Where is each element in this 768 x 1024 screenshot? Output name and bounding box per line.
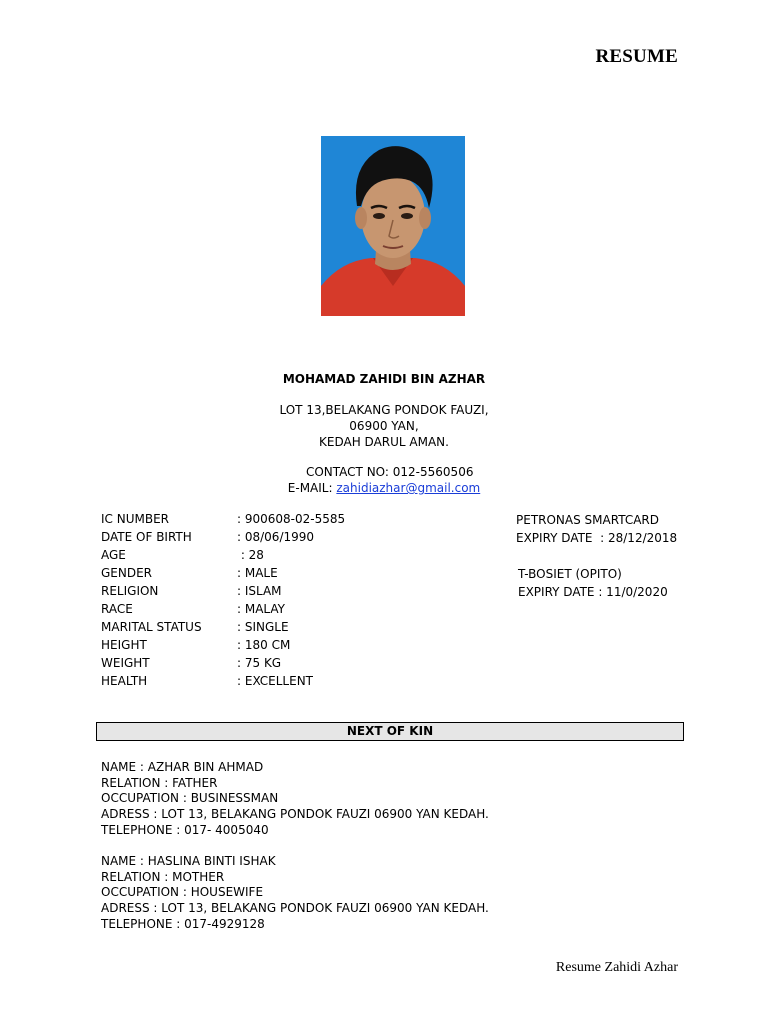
personal-details [101, 511, 421, 691]
kin-name: NAME : HASLINA BINTI ISHAK [101, 854, 276, 868]
certification-expiry: EXPIRY DATE : 28/12/2018 [516, 531, 678, 545]
kin-address: ADRESS : LOT 13, BELAKANG PONDOK FAUZI 06900 YAN KEDAH. [101, 807, 489, 822]
detail-label: HEIGHT [101, 638, 147, 652]
detail-value: : 180 CM [237, 638, 291, 652]
detail-value: : 28 [237, 548, 264, 562]
detail-row-date-of-birth [101, 529, 421, 547]
detail-row-ic-number [101, 511, 421, 529]
detail-value: : 08/06/1990 [237, 530, 315, 544]
candidate-address [0, 402, 768, 450]
detail-label: MARITAL STATUS [101, 620, 202, 634]
kin-telephone: TELEPHONE : 017- 4005040 [101, 822, 269, 837]
next-of-kin-person-2 [101, 854, 489, 933]
address-line-3: KEDAH DARUL AMAN. [319, 435, 449, 449]
contact-number-row [0, 464, 768, 480]
candidate-name: MOHAMAD ZAHIDI BIN AZHAR [282, 372, 486, 386]
detail-row-marital-status [101, 619, 421, 637]
contact-label: CONTACT NO: [305, 465, 389, 479]
detail-label: HEALTH [101, 674, 148, 688]
detail-label: GENDER [101, 566, 153, 580]
detail-row-race [101, 601, 421, 619]
detail-label: AGE [101, 548, 126, 562]
address-line-2: 06900 YAN, [349, 419, 419, 433]
detail-label: RACE [101, 602, 133, 616]
document-title: RESUME [595, 46, 678, 67]
certification-tbosiet [518, 565, 668, 601]
next-of-kin-heading: NEXT OF KIN [96, 722, 684, 741]
profile-photo [321, 136, 465, 316]
detail-value: : 900608-02-5585 [237, 512, 346, 526]
next-of-kin-person-1 [101, 760, 489, 839]
detail-value: : 75 KG [237, 656, 282, 670]
detail-value: : MALE [237, 566, 278, 580]
certification-petronas [516, 511, 677, 547]
detail-row-religion [101, 583, 421, 601]
detail-row-height [101, 637, 421, 655]
detail-value: : MALAY [237, 602, 285, 616]
email-label: E-MAIL: [287, 481, 333, 495]
email-link[interactable]: zahidiazhar@gmail.com [336, 481, 481, 495]
detail-label: WEIGHT [101, 656, 150, 670]
kin-address: ADRESS : LOT 13, BELAKANG PONDOK FAUZI 06900 YAN KEDAH. [101, 901, 489, 916]
detail-label: DATE OF BIRTH [101, 530, 192, 544]
email-row [0, 480, 768, 496]
profile-portrait-image [321, 136, 465, 316]
certification-expiry: EXPIRY DATE : 11/0/2020 [518, 585, 668, 599]
detail-label: IC NUMBER [101, 512, 169, 526]
kin-name: NAME : AZHAR BIN AHMAD [101, 760, 264, 774]
detail-value: : SINGLE [237, 620, 289, 634]
detail-row-health [101, 673, 421, 691]
address-line-1: LOT 13,BELAKANG PONDOK FAUZI, [279, 403, 489, 417]
kin-relation: RELATION : MOTHER [101, 869, 225, 884]
detail-row-weight [101, 655, 421, 673]
detail-row-age [101, 547, 421, 565]
contact-block [0, 464, 768, 496]
kin-relation: RELATION : FATHER [101, 775, 218, 790]
kin-occupation: OCCUPATION : HOUSEWIFE [101, 885, 264, 900]
kin-telephone: TELEPHONE : 017-4929128 [101, 916, 265, 931]
kin-occupation: OCCUPATION : BUSINESSMAN [101, 791, 279, 806]
detail-value: : ISLAM [237, 584, 282, 598]
detail-row-gender [101, 565, 421, 583]
page-footer: Resume Zahidi Azhar [555, 960, 678, 975]
contact-number: 012-5560506 [392, 465, 474, 479]
detail-value: : EXCELLENT [237, 674, 314, 688]
certification-name: T-BOSIET (OPITO) [518, 567, 622, 581]
detail-label: RELIGION [101, 584, 159, 598]
certification-name: PETRONAS SMARTCARD [516, 513, 659, 527]
